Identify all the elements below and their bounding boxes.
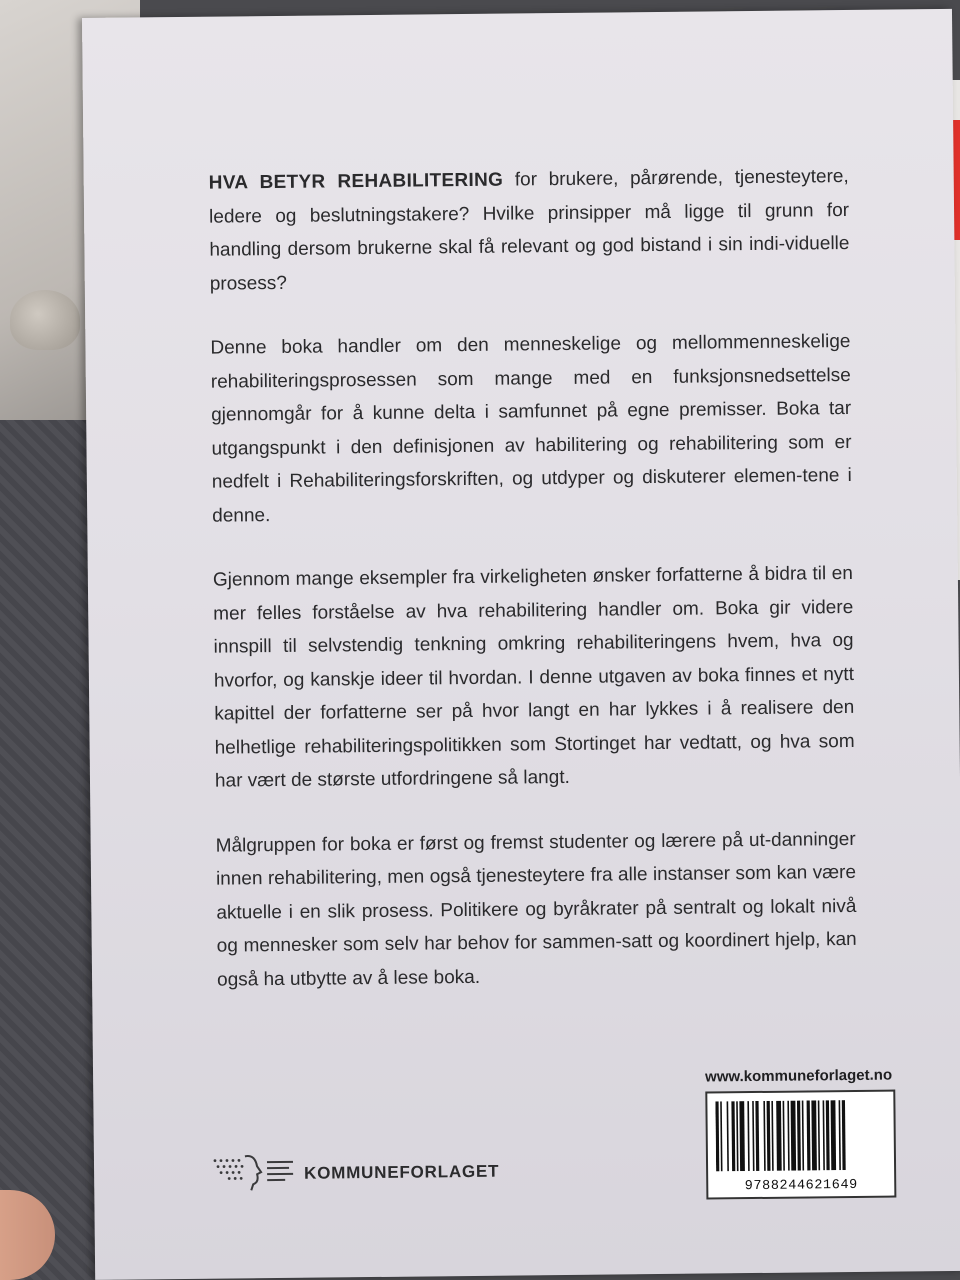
barcode-bar [752,1101,754,1171]
barcode-bar [807,1100,811,1170]
barcode-bar [831,1100,837,1170]
barcode-bar [826,1100,830,1170]
isbn-barcode [705,1090,896,1200]
barcode-bar [787,1101,789,1171]
barcode-bar [839,1100,841,1170]
barcode-bar [747,1101,749,1171]
barcode-bar [727,1101,729,1171]
barcode-bar [797,1101,801,1171]
publisher-logo [209,1144,500,1197]
barcode-bar [791,1101,797,1171]
barcode-bar [715,1101,719,1171]
head-profile-dots-icon [209,1146,300,1197]
book-back-cover [82,9,960,1280]
barcode-bar [776,1101,782,1171]
barcode-bar [823,1100,825,1170]
barcode-bar [763,1101,765,1171]
isbn-number: 9788244621649 [744,1177,858,1195]
publisher-name: KOMMUNEFORLAGET [304,1161,500,1183]
blurb-text [209,160,858,1028]
blurb-paragraph-3: Gjennom mange eksempler fra virkeligheten ønsker forfatterne å bidra til en mer felles forståelse av hva rehabilitering handler om. Boka gir videre innspill til selvstendig tenkning omkring rehabiliteringens hvem, hva og hvorfor, og kanskje ideer til hvordan. I denne utgaven av boka finnes et nytt kapittel der forfatterne ser på hvor langt en har lykkes i å realisere den helhetlige rehabiliteringspolitikken som Stortinget har vedtatt, og hva som har vært de største utfordringene så langt. [212,562,855,792]
blurb-paragraph-4: Målgruppen for boka er først og fremst studenter og lærere på ut-danninger innen rehabilitering, men også tjenesteytere fra alle instanser som kan være aktuelle i en slik prosess. Politikere og byråkrater på sentralt og lokalt nivå og mennesker som selv har behov for sammen-satt og koordinert hjelp, kan også ha utbytte av å lese boka. [215,828,857,991]
barcode-bar [771,1101,773,1171]
blurb-lead: HVA BETYR REHABILITERING [208,169,504,194]
blurb-paragraph-2: Denne boka handler om den menneskelige og mellommenneskelige rehabiliteringsprosessen som mange med en funksjonsnedsettelse gjennomgår for å kunne delta i samfunnet på egne premisser. Boka tar utgangspunkt i den definisjonen av habilitering og rehabilitering som er nedfelt i Rehabiliteringsforskriften, og utdyper og diskuterer elemen-tene i denne. [210,330,852,527]
barcode-bar [802,1101,804,1171]
blurb-paragraph-1 [209,160,850,301]
barcode-bar [731,1101,735,1171]
barcode-bar [736,1101,738,1171]
barcode-bar [818,1100,820,1170]
pillow-tassel [10,290,80,350]
barcode-bar [842,1100,846,1170]
barcode-bar [811,1100,817,1170]
barcode-bars [715,1100,886,1172]
barcode-bar [783,1101,785,1171]
publisher-website: www.kommuneforlaget.no [705,1066,893,1086]
blurb-paragraph-1-text: for brukere, pårørende, tjenesteytere, ledere og beslutningstakere? Hvilke prinsipper må ligge til grunn for handling dersom brukerne skal få relevant og god bistand i sin indi-viduelle prosess? [208,165,850,295]
barcode-bar [755,1101,759,1171]
barcode-bar [767,1101,771,1171]
barcode-bar [739,1101,745,1171]
barcode-bar [720,1101,722,1171]
